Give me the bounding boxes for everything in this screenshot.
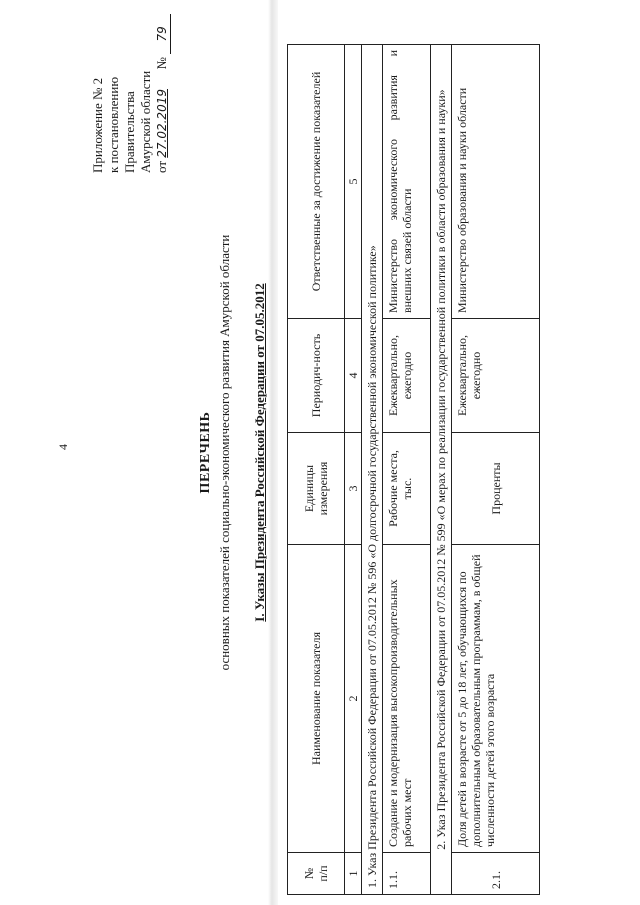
appendix-line-3: Амурской области (138, 70, 153, 173)
row-num: 1.1. (383, 853, 431, 895)
header-name: Наименование показателя (288, 545, 345, 853)
number-value: 79 (154, 14, 171, 54)
header-unit: Единицы измерения (288, 433, 345, 545)
section-text: 1. Указ Президента Российской Федерации от 07.05.2012 № 596 «О долгосрочной государственной экономической политике» (362, 45, 383, 895)
row-period: Ежеквартально, ежегодно (452, 319, 540, 433)
table-header-row (288, 45, 345, 895)
document-title: ПЕРЕЧЕНЬ (198, 411, 213, 494)
appendix-line-2: к постановлению Правительства (106, 76, 137, 173)
number-prefix: № (154, 57, 169, 70)
header-num: № п/п (288, 853, 345, 895)
col-number: 1 (345, 853, 362, 895)
row-responsible: Министерство экономического развития и внешних связей области (383, 45, 431, 319)
document-subtitle: основных показателей социально-экономического развития Амурской области (217, 234, 232, 671)
row-unit: Проценты (452, 433, 540, 545)
section-title: I. Указы Президента Российской Федерации от 07.05.2012 (252, 283, 267, 622)
section-row (362, 45, 383, 895)
row-name: Доля детей в возрасте от 5 до 18 лет, обучающихся по дополнительным образовательным программам, в общей численности детей этого возраста (452, 545, 540, 853)
appendix-date-line (154, 3, 171, 173)
appendix-block (90, 3, 171, 173)
row-name: Создание и модернизация высокопроизводительных рабочих мест (383, 545, 431, 853)
row-num: 2.1. (452, 853, 540, 895)
col-number: 4 (345, 319, 362, 433)
indicators-table (287, 44, 540, 895)
table-row (383, 45, 431, 895)
column-number-row (345, 45, 362, 895)
header-period: Периодич-ность (288, 319, 345, 433)
row-responsible: Министерство образования и науки области (452, 45, 540, 319)
col-number: 5 (345, 45, 362, 319)
date-prefix: от (154, 160, 169, 173)
header-responsible: Ответственные за достижение показателей (288, 45, 345, 319)
page-number: 4 (56, 444, 70, 450)
date-value: 27.02.2019 (155, 89, 169, 158)
col-number: 2 (345, 545, 362, 853)
section-row (431, 45, 452, 895)
col-number: 3 (345, 433, 362, 545)
table-row (452, 45, 540, 895)
row-period: Ежеквартально, ежегодно (383, 319, 431, 433)
row-unit: Рабочие места, тыс. (383, 433, 431, 545)
appendix-line-1: Приложение № 2 (90, 77, 105, 173)
section-text: 2. Указ Президента Российской Федерации от 07.05.2012 № 599 «О мерах по реализации государственной политики в области образования и науки» (431, 45, 452, 895)
